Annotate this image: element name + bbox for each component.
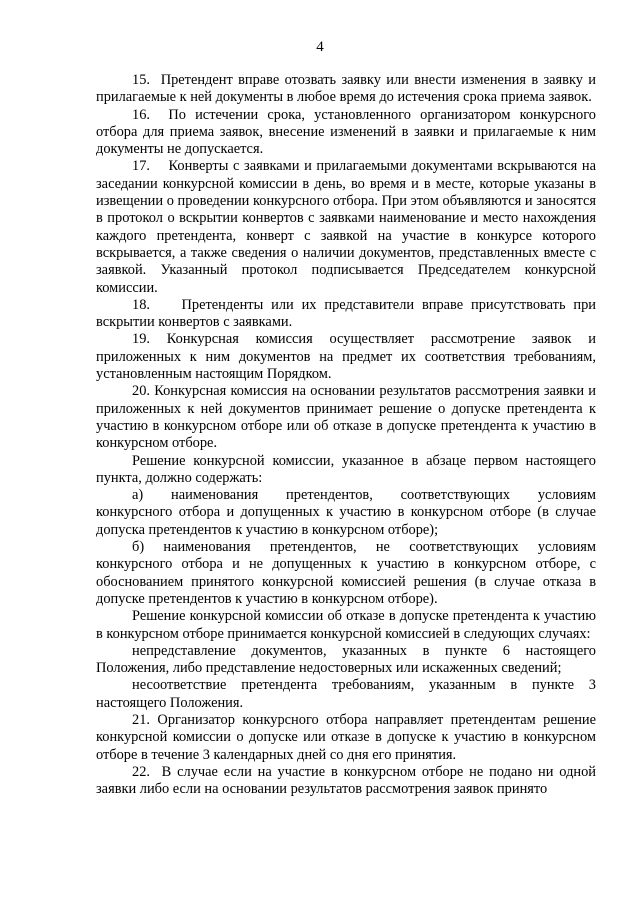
paragraph-refusal-intro: Решение конкурсной комиссии об отказе в допуске претендента к участию в конкурсном отборе принимается конкурсной комиссией в следующих случаях:: [96, 608, 600, 642]
paragraph-refusal-case-2: несоответствие претендента требованиям, указанным в пункте 3 настоящего Положения.: [96, 677, 600, 711]
paragraph-decision-intro: Решение конкурсной комиссии, указанное в абзаце первом настоящего пункта, должно содержать:: [96, 452, 600, 486]
paragraph-item-18: 18. Претенденты или их представители вправе присутствовать при вскрытии конвертов с заявками.: [96, 296, 600, 331]
paragraph-item-17: 17. Конверты с заявками и прилагаемыми документами вскрываются на заседании конкурсной комиссии в день, во время и в месте, которые указаны в извещении о проведении конкурсного отбора. При этом объявляются и заносятся в протокол о вскрытии конвертов с заявками наименование и место нахождения каждого претендента, конверт с заявкой на участие в конкурсе которого вскрывается, а также сведения о наличии документов, представленных вместе с заявкой. Указанный протокол подписывается Председателем конкурсной комиссии.: [96, 158, 600, 296]
paragraph-item-22: 22. В случае если на участие в конкурсном отборе не подано ни одной заявки либо если на основании результатов рассмотрения заявок принято: [96, 763, 600, 798]
paragraph-refusal-case-1: непредставление документов, указанных в пункте 6 настоящего Положения, либо представление недостоверных или искаженных сведений;: [96, 642, 600, 677]
paragraph-item-21: 21. Организатор конкурсного отбора направляет претендентам решение конкурсной комиссии о допуске или отказе в допуске к участию в конкурсном отборе в течение 3 календарных дней со дня его принятия.: [96, 711, 600, 763]
paragraph-item-15: 15. Претендент вправе отозвать заявку или внести изменения в заявку и прилагаемые к ней документы в любое время до истечения срока приема заявок.: [96, 72, 600, 106]
paragraph-item-20: 20. Конкурсная комиссия на основании результатов рассмотрения заявки и приложенных к ней документов принимает решение о допуске претендента к участию в конкурсном отборе или об отказе в допуске претендента к участию в конкурсном отборе.: [96, 383, 600, 452]
paragraph-item-16: 16. По истечении срока, установленного организатором конкурсного отбора для приема заявок, внесение изменений в заявки и прилагаемые к ним документы не допускается.: [96, 106, 600, 158]
paragraph-item-19: 19. Конкурсная комиссия осуществляет рассмотрение заявок и приложенных к ним документов на предмет их соответствия требованиям, установленным настоящим Порядком.: [96, 331, 600, 383]
page-number: 4: [316, 39, 324, 55]
paragraph-subitem-a: а) наименования претендентов, соответствующих условиям конкурсного отбора и допущенных к участию в конкурсном отборе (в случае допуска претендентов к участию в конкурсном отборе);: [96, 487, 600, 538]
paragraph-subitem-b: б) наименования претендентов, не соответствующих условиям конкурсного отбора и не допущенных к участию в конкурсном отборе, с обоснованием принятого конкурсной комиссией решения (в случае отказа в допуске претендентов к участию в конкурсном отборе).: [96, 539, 600, 607]
document-body: [96, 72, 600, 798]
